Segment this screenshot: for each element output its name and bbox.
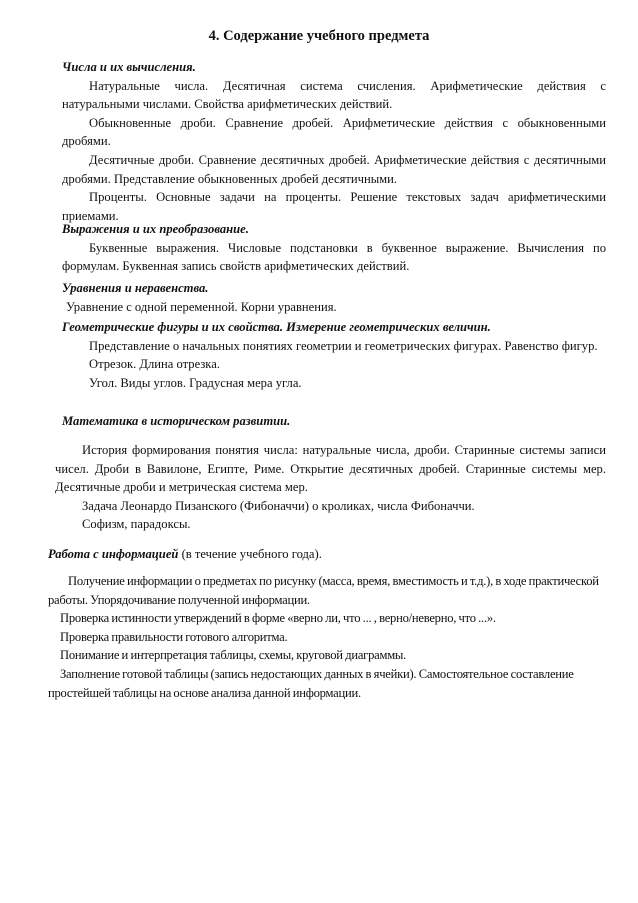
section-heading: Геометрические фигуры и их свойства. Измерение геометрических величин. [62,320,491,334]
section-expressions [62,220,606,276]
section-information-body [48,572,608,702]
section-heading-note: (в течение учебного года). [178,547,322,561]
section-numbers [62,58,606,225]
paragraph: Угол. Виды углов. Градусная мера угла. [89,375,302,390]
section-heading: Выражения и их преобразование. [62,222,249,236]
section-geometry [62,318,606,392]
paragraph: Буквенные выражения. Числовые подстановки в буквенное выражение. Вычисления по формулам. Буквенная запись свойств арифметических действий. [62,240,606,274]
paragraph: Обыкновенные дроби. Сравнение дробей. Арифметические действия с обыкновенными дробями. [62,115,606,149]
paragraph: Получение информации о предметах по рисунку (масса, время, вместимость и т.д.), в ходе практической работы. Упорядочивание полученной информации. [48,574,599,607]
paragraph: Проверка истинности утверждений в форме «верно ли, что ... , верно/неверно, что ...». [60,611,496,626]
paragraph: Представление о начальных понятиях геометрии и геометрических фигурах. Равенство фигур. [89,338,598,353]
section-heading: Числа и их вычисления. [62,60,196,74]
section-heading: Математика в историческом развитии. [62,414,291,428]
paragraph: Софизм, парадоксы. [82,517,191,532]
section-equations [62,279,606,316]
paragraph: Проверка правильности готового алгоритма. [60,629,288,644]
paragraph: Проценты. Основные задачи на проценты. Решение текстовых задач арифметическими приемами. [62,190,606,223]
paragraph: Отрезок. Длина отрезка. [89,357,220,372]
section-history-body [55,441,606,534]
section-heading: Уравнения и неравенства. [62,281,209,295]
paragraph: Натуральные числа. Десятичная система счисления. Арифметические действия с натуральными числами. Свойства арифметических действий. [62,78,606,112]
page-title: 4. Содержание учебного предмета [208,28,430,44]
paragraph: Заполнение готовой таблицы (запись недостающих данных в ячейки). Самостоятельное составление простейшей таблицы на основе анализа данной информации. [48,666,574,700]
paragraph: Десятичные дроби. Сравнение десятичных дробей. Арифметические действия с десятичными дробями. Представление обыкновенных дробей десятичными. [62,152,606,186]
paragraph: Понимание и интерпретация таблицы, схемы, круговой диаграммы. [60,648,407,663]
section-information [48,545,608,564]
paragraph: История формирования понятия числа: натуральные числа, дроби. Старинные системы записи чисел. Дроби в Вавилоне, Египте, Риме. Открытие десятичных дробей. Старинные системы мер. Десятичные дроби и метрическая система мер. [55,443,606,495]
paragraph: Уравнение с одной переменной. Корни уравнения. [66,299,337,314]
paragraph: Задача Леонардо Пизанского (Фибоначчи) о кроликах, числа Фибоначчи. [82,498,475,513]
section-heading: Работа с информацией [48,547,179,561]
section-history [62,412,606,431]
